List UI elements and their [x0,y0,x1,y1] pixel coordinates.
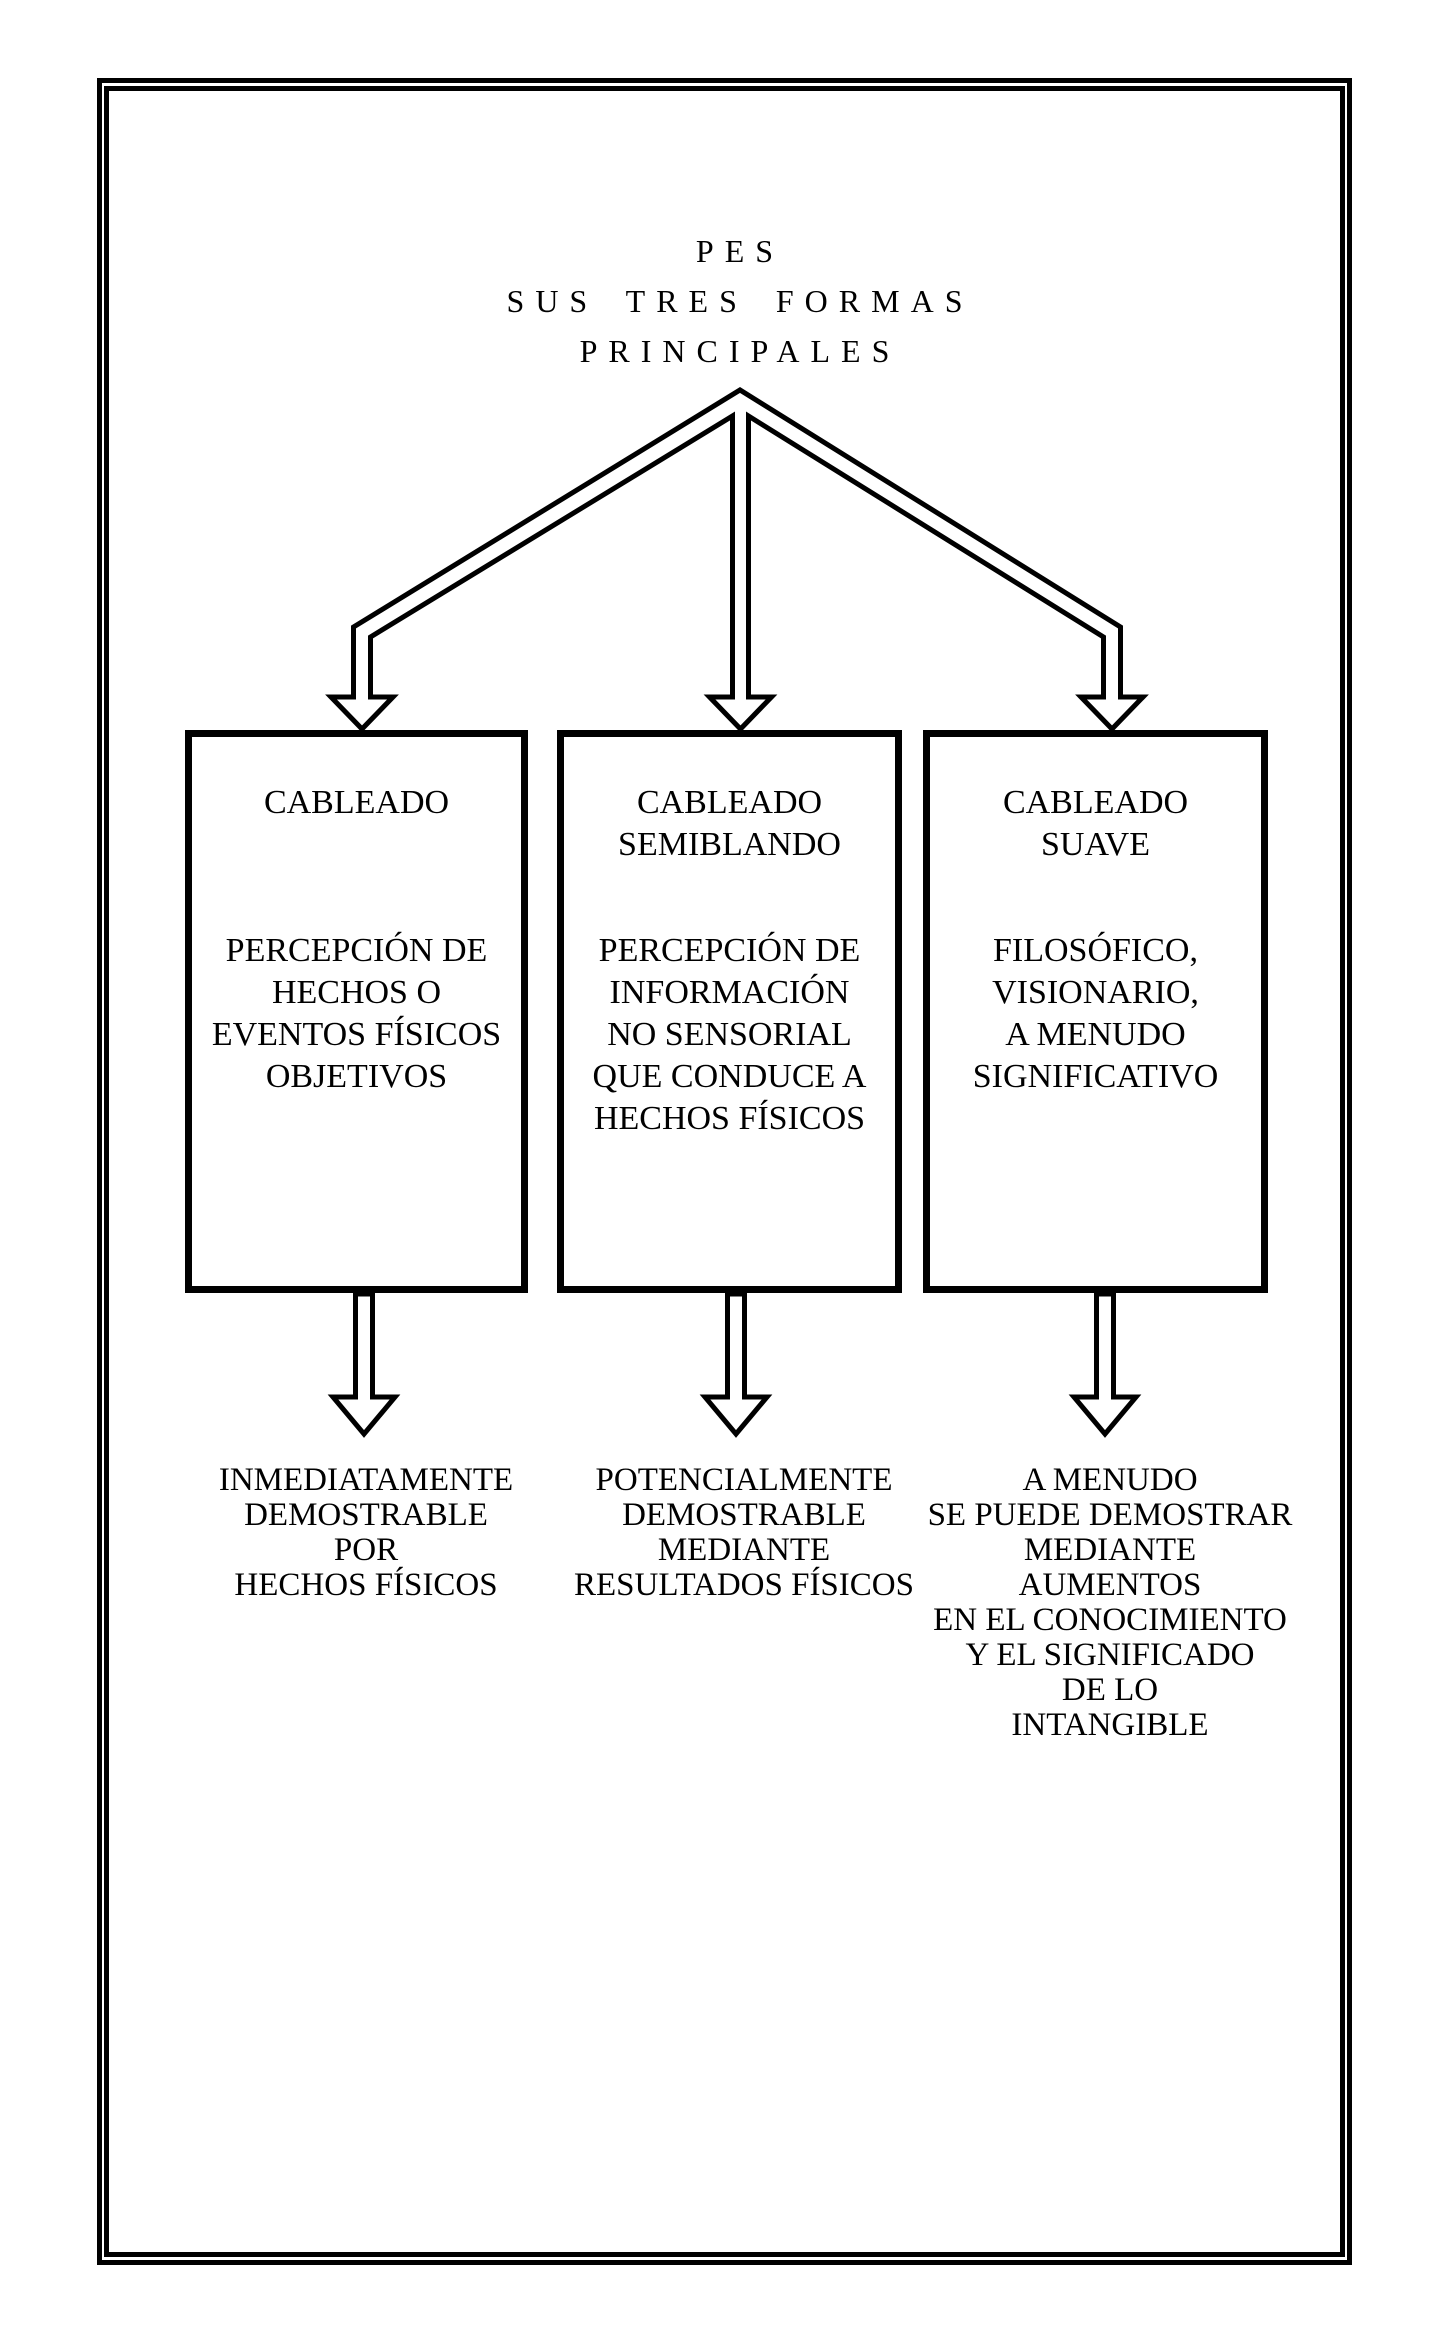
result-suave: A MENUDO SE PUEDE DEMOSTRAR MEDIANTE AUMENTOS EN EL CONOCIMIENTO Y EL SIGNIFICADO DE LO INTANGIBLE [927,1462,1293,1743]
result-semiblando: POTENCIALMENTE DEMOSTRABLE MEDIANTE RESULTADOS FÍSICOS [574,1462,914,1603]
down-arrow-suave-icon [1074,1294,1136,1434]
box-cableado-semiblando-header: CABLEADO SEMIBLANDO [618,784,841,863]
fork-arrow-icon [331,390,1143,729]
box-cableado-body: PERCEPCIÓN DE HECHOS O EVENTOS FÍSICOS OBJETIVOS [211,932,502,1095]
box-cableado-semiblando-body: PERCEPCIÓN DE INFORMACIÓN NO SENSORIAL QUE CONDUCE A HECHOS FÍSICOS [592,932,867,1137]
box-cableado-suave-header: CABLEADO SUAVE [1002,784,1189,863]
diagram-title: PES SUS TRES FORMAS PRINCIPALES [506,233,974,369]
box-cableado-suave-body: FILOSÓFICO, VISIONARIO, A MENUDO SIGNIFICATIVO [972,932,1219,1095]
result-cableado: INMEDIATAMENTE DEMOSTRABLE POR HECHOS FÍSICOS [218,1462,514,1603]
box-cableado-header: CABLEADO [263,784,450,821]
down-arrow-cableado-icon [333,1294,395,1434]
down-arrow-semiblando-icon [705,1294,767,1434]
